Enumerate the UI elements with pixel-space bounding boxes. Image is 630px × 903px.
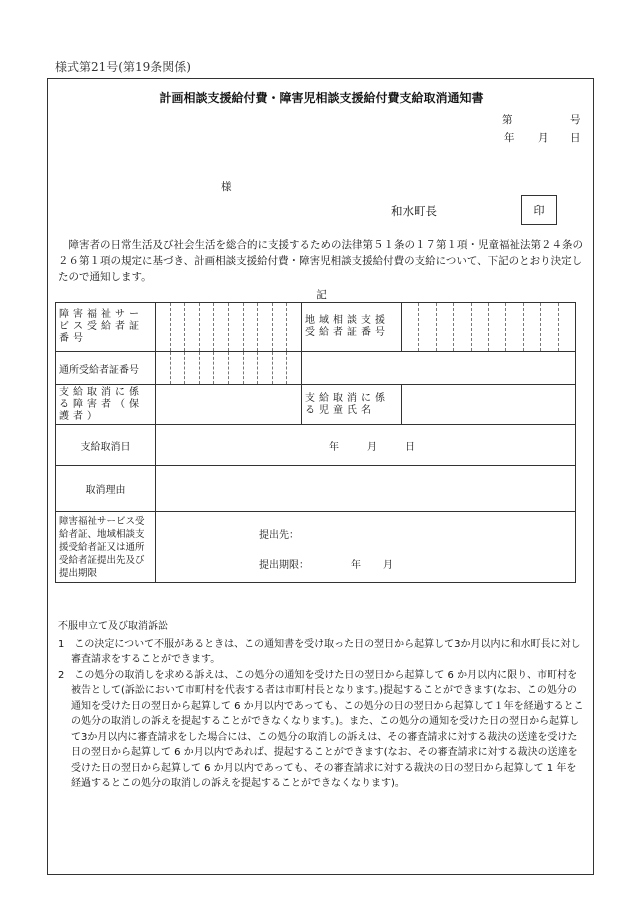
table-row (56, 352, 576, 385)
doc-number-dai: 第 (502, 114, 513, 126)
label-tsusho-cert: 通所受給者証番号 (56, 352, 156, 385)
label-submit: 障害福祉サービス受給者証、地域相談支援受給者証又は通所受給者証提出先及び提出期限 (56, 512, 156, 583)
revoke-date-month: 月 (367, 442, 377, 453)
appeal-heading: 不服申立て及び取消訴訟 (58, 621, 168, 632)
label-child: 支給取消に係る児童氏名 (302, 385, 402, 425)
intro-text: 障害者の日常生活及び社会生活を総合的に支援するための法律第５１条の１７第１項・児童福祉法第２４条の２６第１項の規定に基づき、計画相談支援給付費・障害児相談支援給付費の支給について、下記のとおり決定したので通知します。 (58, 239, 583, 283)
shogai-cert-number-cells[interactable] (156, 303, 302, 352)
notice-frame (47, 78, 594, 875)
label-chiiki-cert: 地域相談支援受給者証番号 (302, 303, 402, 352)
table-row (56, 303, 576, 352)
table-row (56, 425, 576, 466)
revoke-date-day: 日 (405, 442, 415, 453)
ki-label: 記 (316, 289, 327, 301)
appeal-item-2: 2 この処分の取消しを求める訴えは、この処分の通知を受けた日の翌日から起算して 6 か月以内に限り、市町村を被告として(訴訟において市町村を代表する者は市町村長となります。)提起することができます(なお、この処分の通知を受けた日の翌日から起算して 6 か月以内であっても、この処分の日の翌日から起算して１年を経過するとこの処分の取消しの訴えを提起することができなくなります。)。また、この処分の通知を受けた日の翌日から起算して3か月以内に審査請求をした場合には、この処分の取消しの訴えは、その審査請求に対する裁決の送達を受けた日の翌日から起算して 6 か月以内であれば、提起することができます(なお、その審査請求に対する裁決の送達を受けた日の翌日から起算して 6 か月以内であっても、その審査請求に対する裁決の日の翌日から起算して 1 年を経過するとこの処分の取消しの訴えを提起することができなくなります)。 (58, 669, 584, 789)
label-reason: 取消理由 (56, 466, 156, 512)
chiiki-cert-number-cells[interactable] (402, 303, 576, 352)
revoke-date-year: 年 (329, 442, 339, 453)
label-date: 支給取消日 (56, 425, 156, 466)
deadline-month: 月 (383, 560, 393, 571)
details-table (55, 302, 576, 583)
date-year: 年 (504, 132, 515, 144)
table-row (56, 512, 576, 583)
seal-box: 印 (521, 195, 557, 225)
tsusho-cert-number-cells[interactable] (156, 352, 302, 385)
label-shogai-cert: 障害福祉サービス受給者証番号 (56, 303, 156, 352)
label-person: 支給取消に係る障害者（保護者） (56, 385, 156, 425)
table-row (56, 466, 576, 512)
tsusho-cert-blank (302, 352, 576, 385)
document-title: 計画相談支援給付費・障害児相談支援給付費支給取消通知書 (159, 91, 484, 105)
deadline-year: 年 (351, 560, 361, 571)
person-name-field[interactable] (156, 385, 302, 425)
date-day: 日 (570, 132, 581, 144)
date-month: 月 (538, 132, 549, 144)
form-label: 様式第21号(第19条関係) (55, 60, 191, 74)
submit-deadline-label: 提出期限： (259, 560, 309, 571)
addressee-suffix: 様 (221, 181, 232, 193)
appeal-section (58, 619, 586, 792)
submit-to-label: 提出先： (259, 530, 299, 541)
reason-field[interactable] (156, 466, 576, 512)
submit-field[interactable] (156, 512, 576, 583)
doc-number-go: 号 (570, 114, 581, 126)
table-row (56, 385, 576, 425)
revoke-date-field[interactable] (156, 425, 576, 466)
appeal-item-1: 1 この決定について不服があるときは、この通知書を受け取った日の翌日から起算して3か月以内に和水町長に対し審査請求をすることができます。 (58, 638, 581, 665)
child-name-field[interactable] (402, 385, 576, 425)
issuer-name: 和水町長 (391, 204, 437, 218)
